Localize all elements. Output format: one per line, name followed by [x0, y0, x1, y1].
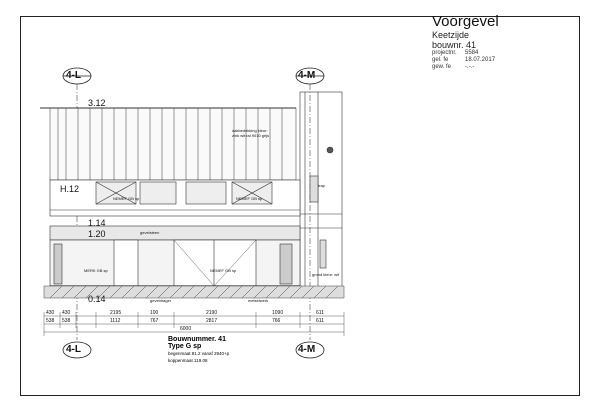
- grid-label-left-bottom: 4-L: [66, 344, 81, 355]
- note-roof: dakbedekking kleur: zink wit ral 9010 grijs: [232, 128, 270, 138]
- dim-total: 6000: [180, 326, 192, 332]
- grid-label-right-bottom: 4-M: [298, 344, 316, 355]
- dim-top: 2195: [110, 310, 122, 316]
- grid-label-right-top: 4-M: [298, 70, 316, 81]
- dim-mid: 766: [272, 318, 281, 324]
- note-patio: NEMEF GB sp: [210, 268, 237, 273]
- building-note-2: koppenmaat 119.08: [168, 358, 208, 363]
- dim-mid: 538: [62, 318, 71, 324]
- note-window-1: NEMEF GB sp: [113, 196, 140, 201]
- dimension-lines: [44, 312, 344, 336]
- dim-mid: 767: [150, 318, 159, 324]
- note-door: MERK GB sp: [84, 268, 108, 273]
- grid-label-left-top: 4-L: [66, 70, 81, 81]
- building-note-1: begenmaat 81.2 vanaf 2940+p: [168, 351, 230, 356]
- note-masonry: metselwerk: [248, 298, 269, 303]
- level-l4: 0.14: [88, 294, 106, 304]
- dim-mid: 538: [46, 318, 55, 324]
- stair-section: [300, 92, 342, 292]
- level-l2: 1.14: [88, 218, 106, 228]
- note-brick: gevelsteen: [140, 230, 160, 235]
- window-band: [50, 180, 300, 216]
- level-l1: H.12: [60, 184, 80, 194]
- building-type: Type G sp: [168, 343, 202, 350]
- building-info: [168, 336, 229, 364]
- dim-top: 2190: [206, 310, 218, 316]
- dim-top: 430: [62, 310, 71, 316]
- level-l3: 1.20: [88, 229, 106, 239]
- roof-cladding: [40, 108, 296, 180]
- tb-row: gel. fe 18.07.2017: [432, 57, 496, 63]
- building-number: Bouwnummer. 41: [168, 336, 226, 343]
- lot-number: bouwnr. 41: [432, 40, 477, 50]
- note-window-2: NEMEF GB sp: [236, 196, 263, 201]
- dim-top: 611: [316, 310, 324, 316]
- note-ground: grond kleur: wit: [312, 272, 340, 277]
- dim-mid: 1112: [110, 318, 121, 324]
- note-stair: trap: [318, 183, 325, 188]
- level-roof: 3.12: [88, 98, 106, 108]
- tb-row: projectnr. 5584: [432, 50, 479, 56]
- dim-top: 430: [46, 310, 55, 316]
- note-beam: geveldrager: [150, 298, 172, 303]
- dim-mid: 611: [316, 318, 324, 324]
- drawing-title: Voorgevel: [432, 13, 499, 30]
- dim-mid: 2817: [206, 318, 218, 324]
- dim-top: 1090: [272, 310, 284, 316]
- drawing-subtitle: Keetzijde: [432, 30, 470, 40]
- tb-row: gew. fe -.-.-: [432, 64, 475, 70]
- dim-top: 100: [150, 310, 159, 316]
